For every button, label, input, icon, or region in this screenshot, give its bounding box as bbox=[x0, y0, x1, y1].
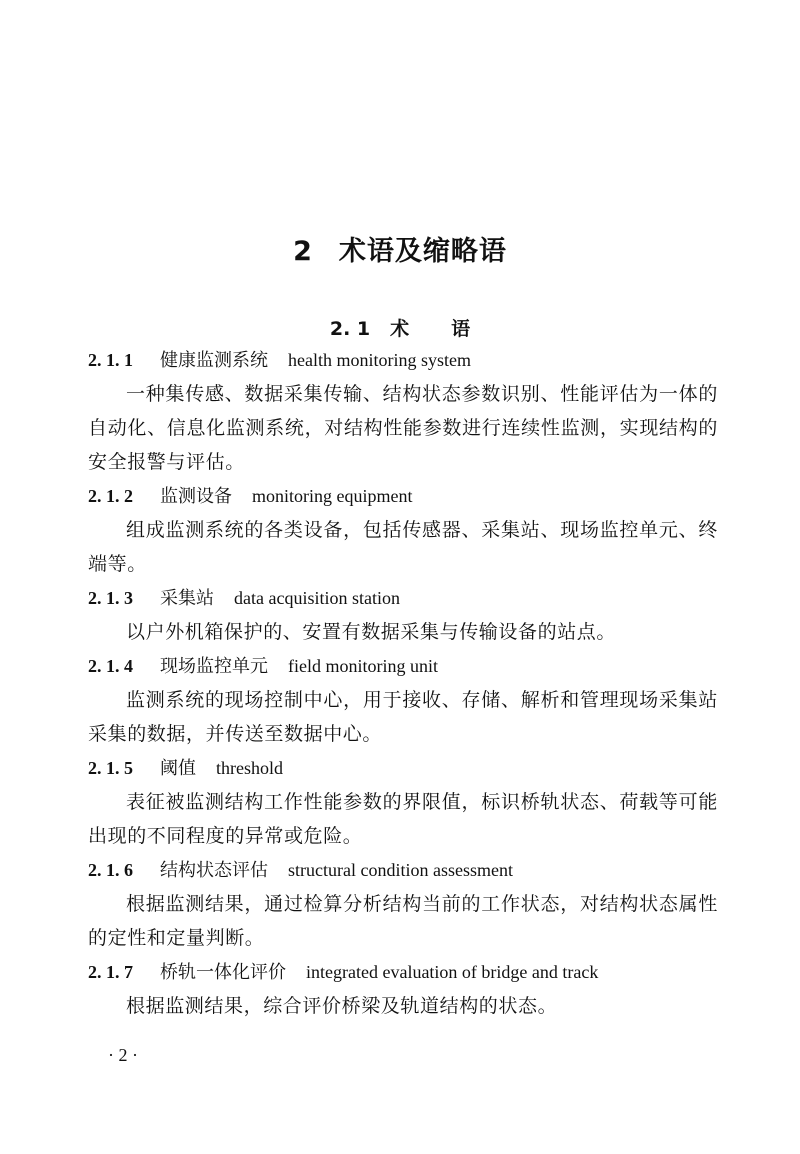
term-english: field monitoring unit bbox=[288, 656, 438, 676]
term-number: 2. 1. 2 bbox=[88, 486, 133, 506]
section-title bbox=[0, 314, 800, 344]
term-number: 2. 1. 6 bbox=[88, 860, 133, 880]
term-heading bbox=[88, 581, 718, 615]
term-entry bbox=[88, 581, 718, 649]
term-number: 2. 1. 4 bbox=[88, 656, 133, 676]
term-definition: 表征被监测结构工作性能参数的界限值，标识桥轨状态、荷载等可能出现的不同程度的异常或危险。 bbox=[88, 791, 718, 847]
chapter-title-text: 术语及缩略语 bbox=[338, 236, 507, 268]
term-heading bbox=[88, 343, 718, 377]
term-entry bbox=[88, 479, 718, 581]
term-english: health monitoring system bbox=[288, 350, 471, 370]
section-title-part1: 术 bbox=[390, 317, 410, 340]
term-english: monitoring equipment bbox=[252, 486, 413, 506]
term-number: 2. 1. 7 bbox=[88, 962, 133, 982]
section-number: 2. 1 bbox=[329, 317, 371, 340]
term-chinese: 桥轨一体化评价 bbox=[160, 962, 286, 983]
term-chinese: 结构状态评估 bbox=[160, 860, 268, 881]
term-number: 2. 1. 1 bbox=[88, 350, 133, 370]
term-definition: 组成监测系统的各类设备，包括传感器、采集站、现场监控单元、终端等。 bbox=[88, 519, 718, 575]
term-entry bbox=[88, 955, 718, 1023]
term-english: integrated evaluation of bridge and track bbox=[306, 962, 599, 982]
term-english: data acquisition station bbox=[234, 588, 400, 608]
term-definition: 根据监测结果，通过检算分析结构当前的工作状态，对结构状态属性的定性和定量判断。 bbox=[88, 893, 718, 949]
term-chinese: 现场监控单元 bbox=[160, 656, 268, 677]
term-chinese: 健康监测系统 bbox=[160, 350, 268, 371]
term-entry bbox=[88, 649, 718, 751]
term-heading bbox=[88, 649, 718, 683]
term-heading bbox=[88, 853, 718, 887]
term-english: structural condition assessment bbox=[288, 860, 513, 880]
term-heading bbox=[88, 751, 718, 785]
term-english: threshold bbox=[216, 758, 283, 778]
section-title-part2: 语 bbox=[451, 317, 471, 340]
chapter-title bbox=[0, 232, 800, 272]
term-definition: 监测系统的现场控制中心，用于接收、存储、解析和管理现场采集站采集的数据，并传送至数据中心。 bbox=[88, 689, 718, 745]
term-heading bbox=[88, 479, 718, 513]
term-chinese: 采集站 bbox=[160, 588, 214, 609]
term-entry bbox=[88, 751, 718, 853]
term-number: 2. 1. 5 bbox=[88, 758, 133, 778]
term-entry bbox=[88, 853, 718, 955]
term-heading bbox=[88, 955, 718, 989]
term-chinese: 监测设备 bbox=[160, 486, 232, 507]
term-number: 2. 1. 3 bbox=[88, 588, 133, 608]
term-chinese: 阈值 bbox=[160, 758, 196, 779]
term-definition: 以户外机箱保护的、安置有数据采集与传输设备的站点。 bbox=[126, 621, 617, 643]
term-definition: 一种集传感、数据采集传输、结构状态参数识别、性能评估为一体的自动化、信息化监测系统，对结构性能参数进行连续性监测，实现结构的安全报警与评估。 bbox=[88, 383, 718, 473]
page-number: · 2 · bbox=[108, 1045, 138, 1065]
term-definition: 根据监测结果，综合评价桥梁及轨道结构的状态。 bbox=[126, 995, 558, 1017]
terms-list bbox=[88, 343, 718, 1023]
term-entry bbox=[88, 343, 718, 479]
chapter-number: 2 bbox=[293, 236, 313, 268]
